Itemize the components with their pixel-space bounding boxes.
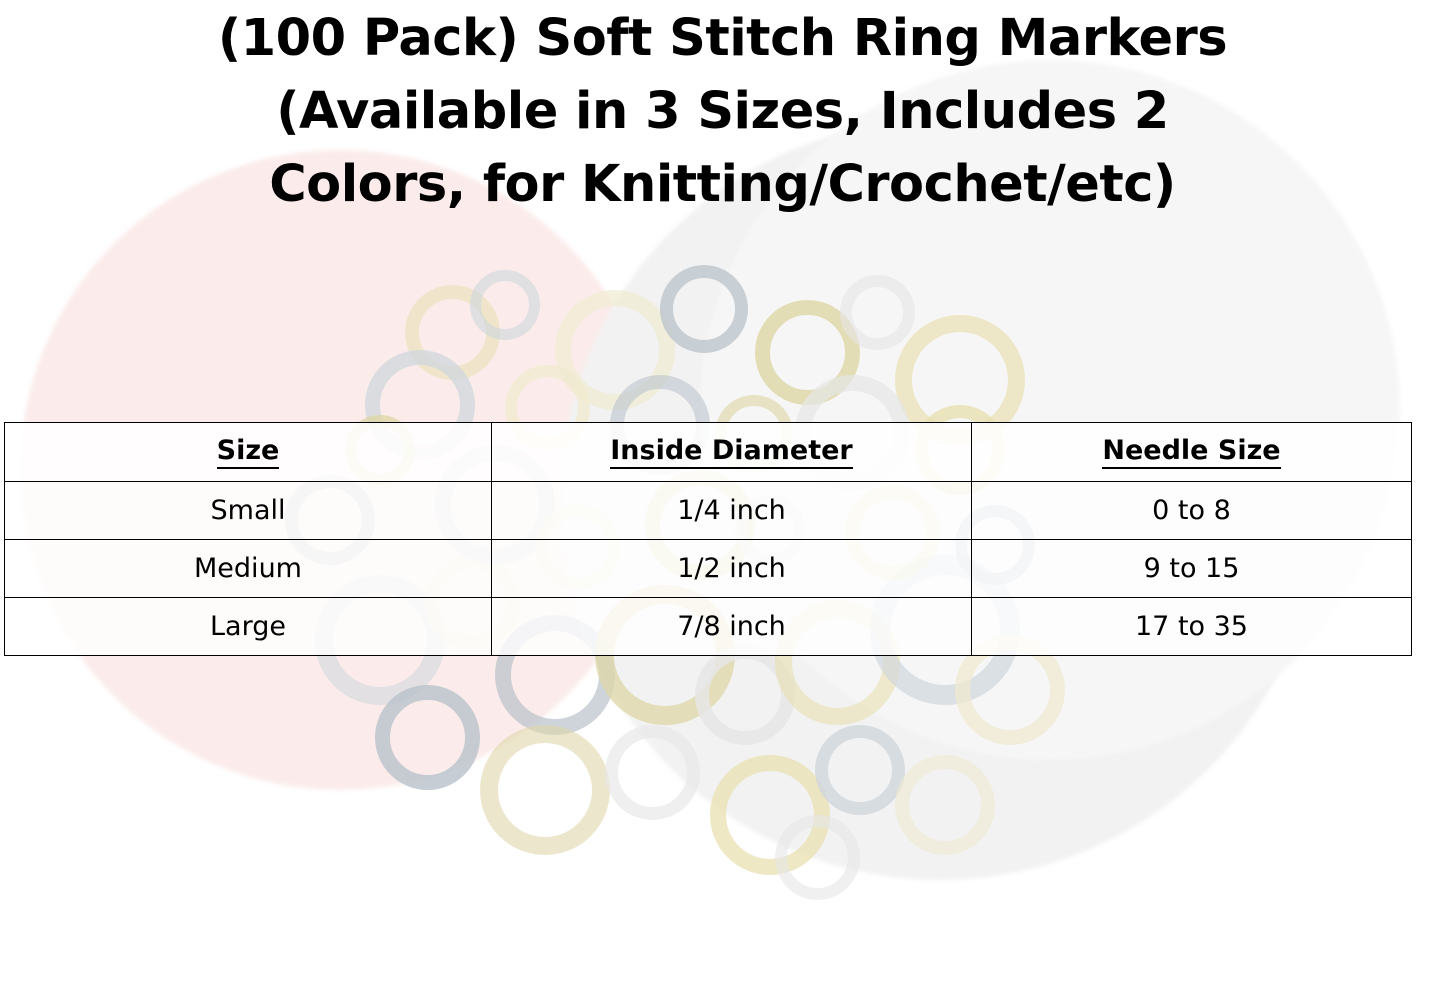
- cell-size: Small: [5, 482, 492, 540]
- cell-inside-diameter: 1/4 inch: [492, 482, 972, 540]
- ring-marker: [840, 275, 915, 350]
- cell-needle-size: 0 to 8: [972, 482, 1412, 540]
- ring-marker: [470, 270, 540, 340]
- cell-size: Medium: [5, 540, 492, 598]
- column-header-inside-diameter-label: Inside Diameter: [610, 435, 853, 469]
- cell-needle-size: 9 to 15: [972, 540, 1412, 598]
- table-row: [5, 540, 1412, 598]
- cell-inside-diameter: 1/2 inch: [492, 540, 972, 598]
- ring-marker: [895, 755, 995, 855]
- table-row: [5, 598, 1412, 656]
- ring-marker: [660, 265, 748, 353]
- ring-marker: [815, 725, 905, 815]
- column-header-size-label: Size: [217, 435, 280, 469]
- title-line-2: (Available in 3 Sizes, Includes 2: [276, 82, 1169, 141]
- column-header-size: [5, 423, 492, 482]
- page-title: [0, 0, 1445, 221]
- cell-size: Large: [5, 598, 492, 656]
- cell-inside-diameter: 7/8 inch: [492, 598, 972, 656]
- size-chart-table: [4, 422, 1412, 656]
- table-row: [5, 482, 1412, 540]
- table-header-row: [5, 423, 1412, 482]
- column-header-inside-diameter: [492, 423, 972, 482]
- title-line-3: Colors, for Knitting/Crochet/etc): [269, 155, 1176, 214]
- ring-marker: [605, 725, 700, 820]
- ring-marker: [480, 725, 610, 855]
- ring-marker: [375, 685, 480, 790]
- column-header-needle-size: [972, 423, 1412, 482]
- cell-needle-size: 17 to 35: [972, 598, 1412, 656]
- column-header-needle-size-label: Needle Size: [1102, 435, 1280, 469]
- title-line-1: (100 Pack) Soft Stitch Ring Markers: [217, 9, 1228, 68]
- ring-marker: [775, 815, 860, 900]
